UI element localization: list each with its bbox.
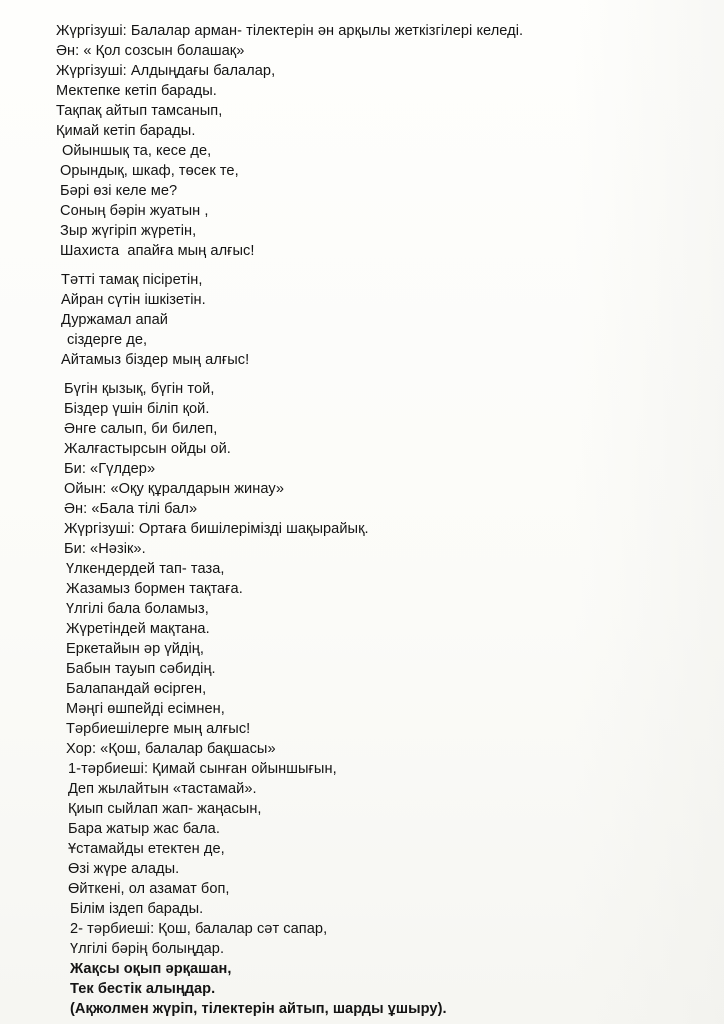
text-line: Үлгілі бәрің болыңдар.: [70, 941, 225, 957]
text-line: Жақсы оқып әрқашан,: [70, 961, 232, 977]
text-line: 2- тәрбиеші: Қош, балалар сәт сапар,: [70, 921, 328, 937]
text-line: Ән: « Қол созсын болашақ»: [56, 43, 245, 59]
text-line: Тәтті тамақ пісіретін,: [61, 272, 203, 288]
text-line: (Ақжолмен жүріп, тілектерін айтып, шарды ұшыру).: [70, 1001, 447, 1017]
text-line: Ойыншық та, кесе де,: [62, 143, 212, 159]
text-line: Мәңгі өшпейді есімнен,: [66, 701, 225, 717]
text-line: Өзі жүре алады.: [68, 861, 180, 877]
text-line: Үлкендердей тап- таза,: [66, 561, 225, 577]
text-line: Бара жатыр жас бала.: [68, 821, 220, 837]
text-line: Қимай кетіп барады.: [56, 123, 196, 139]
text-line: Деп жылайтын «тастамай».: [68, 781, 257, 797]
text-line: Үлгілі бала боламыз,: [66, 601, 209, 617]
text-line: Бәрі өзі келе ме?: [60, 183, 178, 199]
text-line: Зыр жүгіріп жүретін,: [60, 223, 197, 239]
text-line: Білім іздеп барады.: [70, 901, 204, 917]
text-line: Соның бәрін жуатын ,: [60, 203, 209, 219]
text-line: Тәрбиешілерге мың алғыс!: [66, 721, 251, 737]
text-line: Жүргізуші: Балалар арман- тілектерін ән арқылы жеткізгілері келеді.: [56, 23, 524, 39]
text-line: Тек бестік алыңдар.: [70, 981, 216, 997]
text-line: Шахиста апайға мың алғыс!: [60, 243, 255, 259]
text-line: Мектепке кетіп барады.: [56, 83, 217, 99]
text-line: Ойын: «Оқу құралдарын жинау»: [64, 481, 285, 497]
text-line: Айран сүтін ішкізетін.: [61, 292, 206, 308]
text-line: Жалғастырсын ойды ой.: [64, 441, 231, 457]
text-line: Біздер үшін біліп қой.: [64, 401, 210, 417]
text-line: Еркетайын әр үйдің,: [66, 641, 204, 657]
text-line: Бабын тауып сәбидің.: [66, 661, 216, 677]
text-line: Ән: «Бала тілі бал»: [64, 501, 198, 517]
text-line: Әнге салып, би билеп,: [64, 421, 218, 437]
text-line: Дуржамал апай: [61, 312, 168, 328]
text-line: Ұстамайды етектен де,: [68, 841, 225, 857]
text-line: Хор: «Қош, балалар бақшасы»: [66, 741, 276, 757]
text-line: Жазамыз бормен тақтаға.: [66, 581, 243, 597]
text-line: Орындық, шкаф, төсек те,: [60, 163, 239, 179]
text-line: Би: «Гүлдер»: [64, 461, 156, 477]
text-line: Жүргізуші: Ортаға бишілерімізді шақырайық.: [64, 521, 369, 537]
text-line: Қиып сыйлап жап- жаңасын,: [68, 801, 262, 817]
text-line: Би: «Нәзік».: [64, 541, 146, 557]
text-line: Жүретіндей мақтана.: [66, 621, 210, 637]
text-line: Жүргізуші: Алдыңдағы балалар,: [56, 63, 276, 79]
text-line: Тақпақ айтып тамсанып,: [56, 103, 223, 119]
text-line: Бүгін қызық, бүгін той,: [64, 381, 215, 397]
text-line: Өйткені, ол азамат боп,: [68, 881, 230, 897]
text-line: сіздерге де,: [67, 332, 148, 348]
text-line: Балапандай өсірген,: [66, 681, 207, 697]
text-line: 1-тәрбиеші: Қимай сынған ойыншығын,: [68, 761, 337, 777]
text-line: Айтамыз біздер мың алғыс!: [61, 352, 250, 368]
